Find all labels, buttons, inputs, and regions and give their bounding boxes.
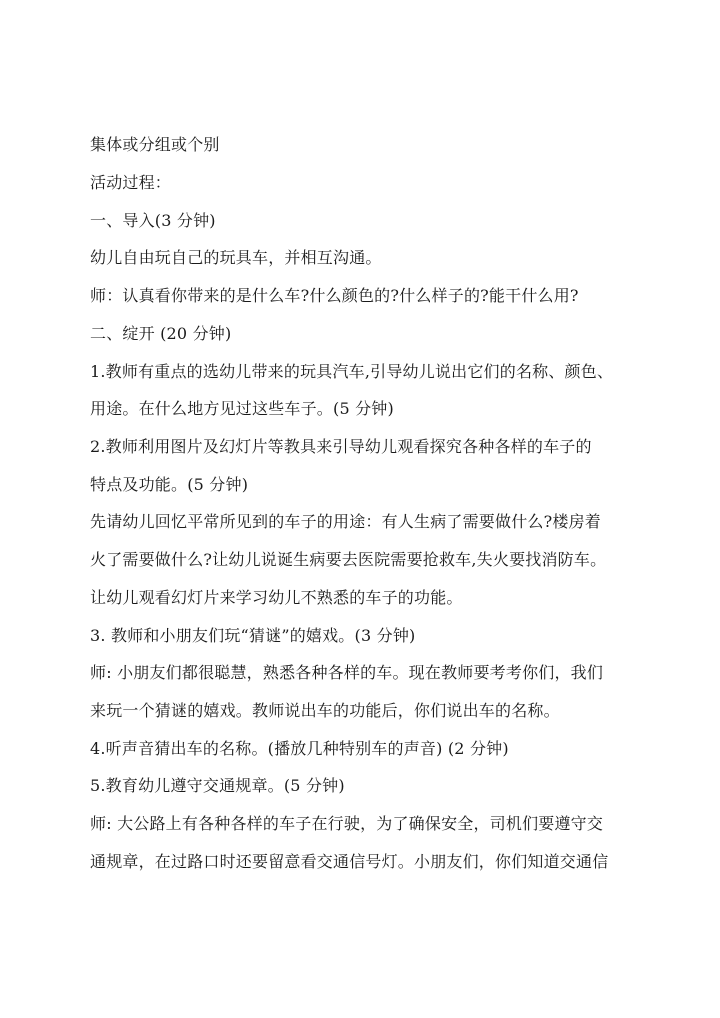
text-line-10: 特点及功能。(5 分钟) [90, 475, 249, 494]
text-line-5: 师：认真看你带来的是什么车?什么颜色的?什么样子的?能干什么用? [90, 286, 579, 305]
text-line-12: 火了需要做什么?让幼儿说诞生病要去医院需要抢救车,失火要找消防车。 [90, 550, 607, 569]
text-line-3: 一、导入(3 分钟) [90, 211, 216, 230]
text-line-18: 5.教育幼儿遵守交通规章。(5 分钟) [90, 776, 345, 795]
text-line-7: 1.教师有重点的选幼儿带来的玩具汽车,引导幼儿说出它们的名称、颜色、 [90, 362, 614, 381]
text-line-1: 集体或分组或个别 [90, 135, 220, 154]
text-line-17: 4.听声音猜出车的名称。(播放几种特别车的声音) (2 分钟) [90, 739, 509, 758]
text-line-19: 师: 大公路上有各种各样的车子在行驶，为了确保安全，司机们要遵守交 [90, 814, 604, 833]
text-line-2: 活动过程： [90, 173, 172, 192]
text-line-11: 先请幼儿回忆平常所见到的车子的用途：有人生病了需要做什么?楼房着 [90, 512, 601, 531]
text-line-6: 二、绽开 (20 分钟) [90, 324, 232, 343]
text-line-15: 师: 小朋友们都很聪慧，熟悉各种各样的车。现在教师要考考你们，我们 [90, 663, 604, 682]
text-line-4: 幼儿自由玩自己的玩具车，并相互沟通。 [90, 248, 382, 267]
text-line-9: 2.教师利用图片及幻灯片等教具来引导幼儿观看探究各种各样的车子的 [90, 437, 592, 456]
text-line-20: 通规章，在过路口时还要留意看交通信号灯。小朋友们，你们知道交通信 [90, 852, 609, 871]
text-line-16: 来玩一个猜谜的嬉戏。教师说出车的功能后，你们说出车的名称。 [90, 701, 560, 720]
text-line-14: 3. 教师和小朋友们玩“猜谜”的嬉戏。(3 分钟) [90, 626, 416, 645]
text-line-8: 用途。在什么地方见过这些车子。(5 分钟) [90, 399, 394, 418]
text-line-13: 让幼儿观看幻灯片来学习幼儿不熟悉的车子的功能。 [90, 588, 463, 607]
